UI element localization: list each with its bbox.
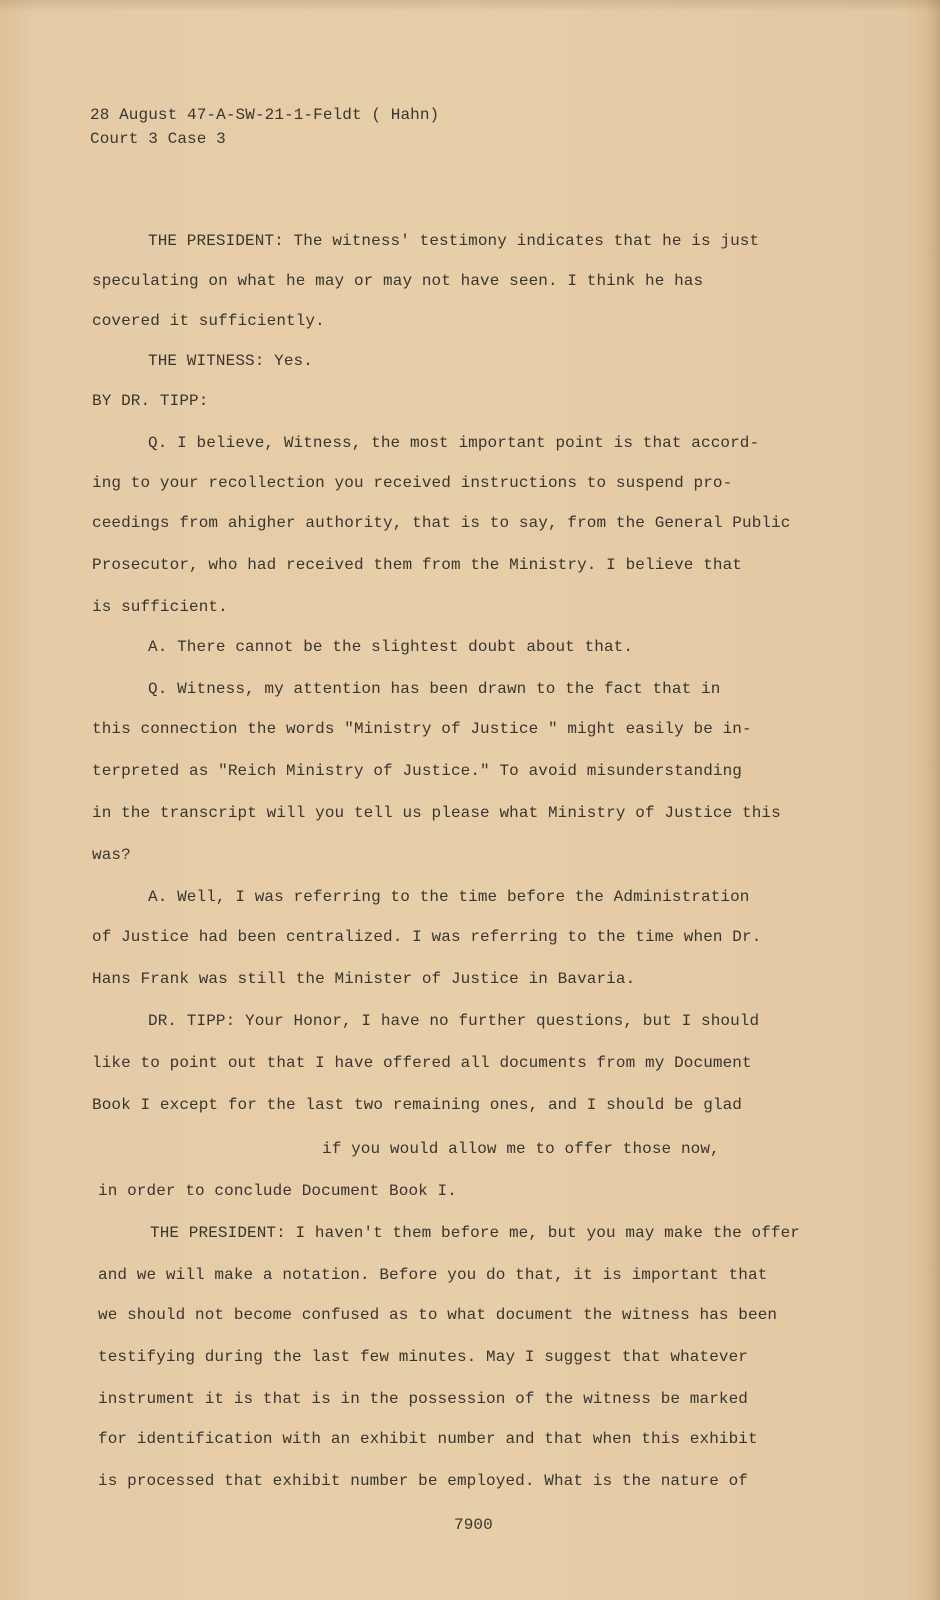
text-line: Prosecutor, who had received them from the Ministry. I believe that — [92, 556, 743, 574]
text-line: testifying during the last few minutes. May I suggest that whatever — [98, 1348, 749, 1366]
text-line: THE WITNESS: Yes. — [148, 352, 313, 370]
paper-right-edge — [926, 0, 940, 1600]
text-line: in order to conclude Document Book I. — [98, 1182, 457, 1200]
text-line: if you would allow me to offer those now, — [322, 1140, 720, 1158]
text-line: is processed that exhibit number be employed. What is the nature of — [98, 1472, 749, 1490]
text-line: in the transcript will you tell us please what Ministry of Justice this — [92, 804, 781, 822]
text-line: ing to your recollection you received instructions to suspend pro- — [92, 474, 733, 492]
header-line-2: Court 3 Case 3 — [90, 130, 226, 148]
text-line: for identification with an exhibit number and that when this exhibit — [98, 1430, 758, 1448]
text-line: Q. I believe, Witness, the most important point is that accord- — [148, 434, 760, 452]
text-line: we should not become confused as to what document the witness has been — [98, 1306, 778, 1324]
text-line: like to point out that I have offered all documents from my Document — [92, 1054, 752, 1072]
text-line: BY DR. TIPP: — [92, 392, 209, 410]
text-line: terpreted as "Reich Ministry of Justice." To avoid misunderstanding — [92, 762, 743, 780]
text-line: A. There cannot be the slightest doubt about that. — [148, 638, 634, 656]
text-line: DR. TIPP: Your Honor, I have no further questions, but I should — [148, 1012, 760, 1030]
text-line: instrument it is that is in the possession of the witness be marked — [98, 1390, 749, 1408]
page-number: 7900 — [454, 1516, 493, 1534]
text-line: THE PRESIDENT: The witness' testimony indicates that he is just — [148, 232, 760, 250]
text-line: Q. Witness, my attention has been drawn to the fact that in — [148, 680, 721, 698]
text-line: covered it sufficiently. — [92, 312, 325, 330]
text-line: this connection the words "Ministry of Justice " might easily be in- — [92, 720, 752, 738]
header-line-1: 28 August 47-A-SW-21-1-Feldt ( Hahn) — [90, 106, 440, 124]
text-line: Book I except for the last two remaining ones, and I should be glad — [92, 1096, 743, 1114]
text-line: and we will make a notation. Before you do that, it is important that — [98, 1266, 768, 1284]
text-line: is sufficient. — [92, 598, 228, 616]
text-line: A. Well, I was referring to the time before the Administration — [148, 888, 750, 906]
text-line: speculating on what he may or may not have seen. I think he has — [92, 272, 704, 290]
text-line: ceedings from ahigher authority, that is to say, from the General Public — [92, 514, 791, 532]
text-line: Hans Frank was still the Minister of Justice in Bavaria. — [92, 970, 636, 988]
paper-top-edge — [0, 0, 940, 12]
text-line: was? — [92, 846, 131, 864]
text-line: of Justice had been centralized. I was referring to the time when Dr. — [92, 928, 762, 946]
text-line: THE PRESIDENT: I haven't them before me, but you may make the offer — [150, 1224, 801, 1242]
